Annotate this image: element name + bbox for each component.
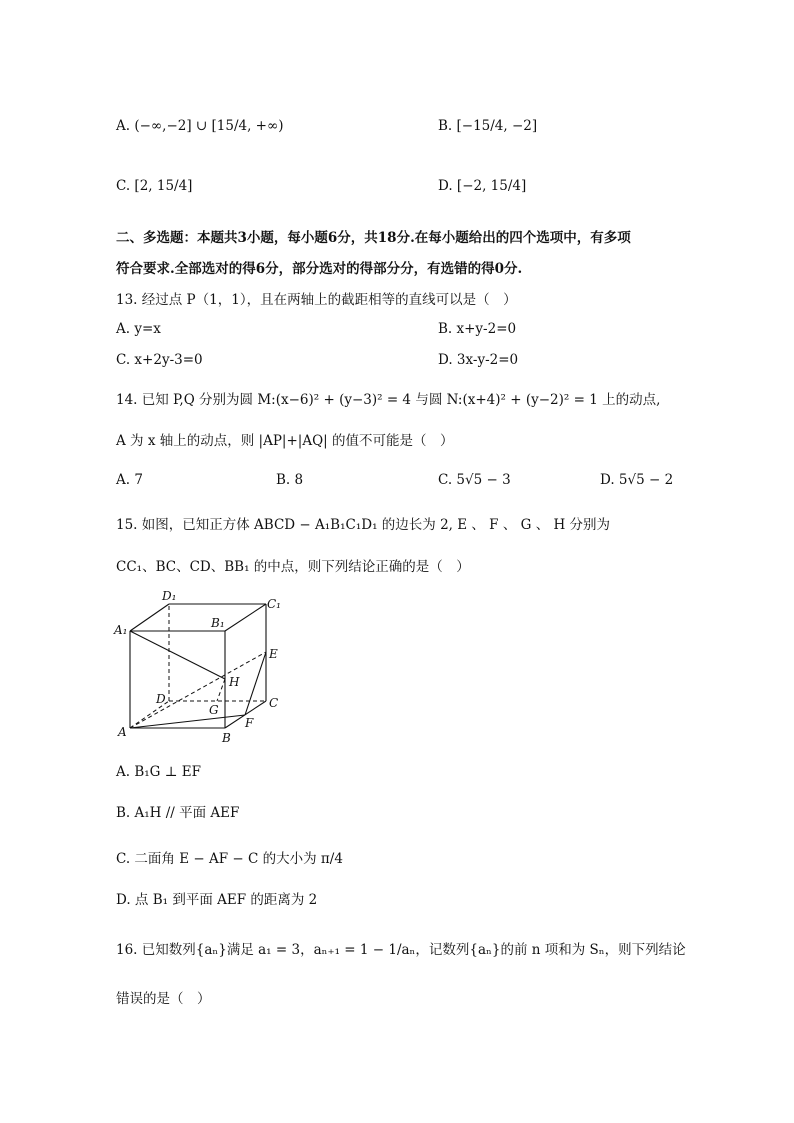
- label-G: G: [209, 703, 219, 717]
- section-heading-line1: 二、多选题：本题共3小题，每小题6分，共18分.在每小题给出的四个选项中，有多项: [116, 230, 631, 246]
- q16-stem-line2: 错误的是（ ）: [116, 991, 211, 1007]
- q14-option-a: A. 7: [116, 472, 143, 488]
- segment-A1-H: [130, 631, 225, 679]
- q13-option-a: A. y=x: [116, 321, 161, 337]
- q12-option-b: B. [−15/4, −2]: [438, 118, 538, 134]
- q14-option-c: C. 5√5 − 3: [438, 472, 511, 488]
- q12-option-c: C. [2, 15/4]: [116, 178, 193, 194]
- q15-stem-line1: 15. 如图，已知正方体 ABCD − A₁B₁C₁D₁ 的边长为 2, E 、 F 、 G 、 H 分别为: [116, 517, 611, 533]
- q15-stem-line2: CC₁、BC、CD、BB₁ 的中点，则下列结论正确的是（ ）: [116, 559, 470, 575]
- edge-A1-D1: [130, 604, 169, 631]
- q14-stem-line1: 14. 已知 P,Q 分别为圆 M:(x−6)² + (y−3)² = 4 与圆 N:(x+4)² + (y−2)² = 1 上的动点,: [116, 392, 661, 408]
- q16-stem-line1: 16. 已知数列{aₙ}满足 a₁ = 3，aₙ₊₁ = 1 − 1/aₙ，记数列{aₙ}的前 n 项和为 Sₙ，则下列结论: [116, 942, 686, 958]
- label-A1: A₁: [114, 623, 128, 637]
- q14-stem-line2: A 为 x 轴上的动点，则 |AP|+|AQ| 的值不可能是（ ）: [116, 433, 454, 449]
- edge-B1-C1: [225, 604, 266, 631]
- label-F: F: [245, 716, 254, 730]
- label-B1: B₁: [211, 616, 225, 630]
- label-D: D: [156, 692, 166, 706]
- label-E: E: [269, 647, 278, 661]
- label-H: H: [229, 675, 240, 689]
- q15-option-b: B. A₁H // 平面 AEF: [116, 805, 240, 821]
- q15-option-c: C. 二面角 E − AF − C 的大小为 π/4: [116, 851, 343, 867]
- q12-option-d: D. [−2, 15/4]: [438, 178, 527, 194]
- q14-option-b: B. 8: [276, 472, 304, 488]
- label-C1: C₁: [267, 597, 281, 611]
- q13-option-d: D. 3x-y-2=0: [438, 352, 519, 368]
- q13-stem: 13. 经过点 P（1，1），且在两轴上的截距相等的直线可以是（ ）: [116, 292, 517, 308]
- q13-option-c: C. x+2y-3=0: [116, 352, 203, 368]
- q12-option-a: A. (−∞,−2] ∪ [15/4, +∞): [116, 118, 284, 134]
- label-A: A: [118, 725, 127, 739]
- q14-option-d: D. 5√5 − 2: [600, 472, 674, 488]
- label-B: B: [222, 731, 231, 745]
- label-C: C: [269, 696, 279, 710]
- cube-figure: [110, 588, 310, 748]
- q13-option-b: B. x+y-2=0: [438, 321, 517, 337]
- label-D1: D₁: [162, 589, 177, 603]
- hidden-segment-H-G: [217, 679, 225, 701]
- q15-option-d: D. 点 B₁ 到平面 AEF 的距离为 2: [116, 892, 318, 908]
- section-heading-line2: 符合要求.全部选对的得6分，部分选对的得部分分，有选错的得0分.: [116, 261, 523, 277]
- q15-option-a: A. B₁G ⊥ EF: [116, 764, 201, 780]
